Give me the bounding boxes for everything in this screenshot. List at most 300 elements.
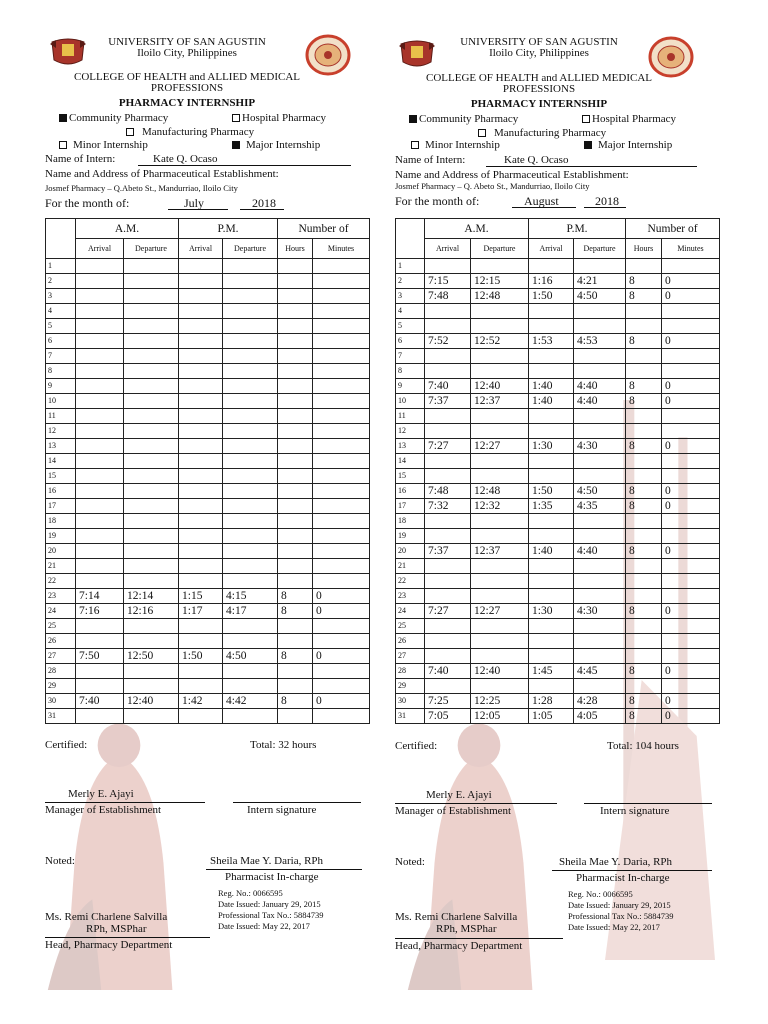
pm-arrival-cell[interactable] xyxy=(179,499,223,514)
minutes-cell[interactable] xyxy=(662,349,720,364)
minutes-cell[interactable] xyxy=(662,409,720,424)
pm-departure-cell[interactable] xyxy=(223,499,278,514)
am-departure-cell[interactable]: 12:40 xyxy=(124,694,179,709)
pm-arrival-cell[interactable]: 1:42 xyxy=(179,694,223,709)
hours-cell[interactable]: 8 xyxy=(278,694,313,709)
pm-departure-cell[interactable] xyxy=(223,529,278,544)
am-arrival-cell[interactable]: 7:27 xyxy=(425,604,471,619)
minutes-cell[interactable] xyxy=(313,454,370,469)
am-arrival-cell[interactable] xyxy=(425,589,471,604)
hours-cell[interactable] xyxy=(278,529,313,544)
pm-arrival-cell[interactable] xyxy=(529,304,574,319)
option-minor[interactable]: Minor Internship xyxy=(411,139,500,151)
hours-cell[interactable] xyxy=(626,559,662,574)
pm-departure-cell[interactable]: 4:05 xyxy=(574,709,626,724)
minutes-cell[interactable] xyxy=(313,349,370,364)
pm-departure-cell[interactable]: 4:40 xyxy=(574,379,626,394)
checkbox-minor[interactable] xyxy=(411,141,419,149)
minutes-cell[interactable]: 0 xyxy=(662,439,720,454)
hours-cell[interactable] xyxy=(626,649,662,664)
minutes-cell[interactable] xyxy=(662,469,720,484)
pm-arrival-cell[interactable] xyxy=(179,409,223,424)
pm-arrival-cell[interactable] xyxy=(529,319,574,334)
pm-arrival-cell[interactable] xyxy=(179,439,223,454)
option-manufacturing[interactable]: Manufacturing Pharmacy xyxy=(126,126,254,138)
hours-cell[interactable] xyxy=(278,484,313,499)
am-departure-cell[interactable] xyxy=(471,469,529,484)
minutes-cell[interactable]: 0 xyxy=(662,664,720,679)
pm-arrival-cell[interactable]: 1:35 xyxy=(529,499,574,514)
pm-arrival-cell[interactable] xyxy=(529,574,574,589)
am-departure-cell[interactable] xyxy=(471,529,529,544)
pm-departure-cell[interactable]: 4:21 xyxy=(574,274,626,289)
am-arrival-cell[interactable] xyxy=(425,454,471,469)
minutes-cell[interactable]: 0 xyxy=(662,544,720,559)
pm-arrival-cell[interactable] xyxy=(179,469,223,484)
pharmacist-signature-line[interactable] xyxy=(552,870,712,871)
hours-cell[interactable]: 8 xyxy=(626,499,662,514)
pm-departure-cell[interactable] xyxy=(574,424,626,439)
am-departure-cell[interactable] xyxy=(471,514,529,529)
pm-arrival-cell[interactable] xyxy=(179,679,223,694)
am-arrival-cell[interactable] xyxy=(76,304,124,319)
pm-arrival-cell[interactable] xyxy=(179,619,223,634)
am-arrival-cell[interactable] xyxy=(425,574,471,589)
hours-cell[interactable]: 8 xyxy=(626,394,662,409)
am-departure-cell[interactable]: 12:50 xyxy=(124,649,179,664)
am-arrival-cell[interactable] xyxy=(76,559,124,574)
pm-departure-cell[interactable]: 4:17 xyxy=(223,604,278,619)
am-arrival-cell[interactable] xyxy=(425,619,471,634)
am-arrival-cell[interactable] xyxy=(76,379,124,394)
pm-arrival-cell[interactable] xyxy=(179,574,223,589)
pm-departure-cell[interactable] xyxy=(223,454,278,469)
hours-cell[interactable] xyxy=(278,454,313,469)
hours-cell[interactable]: 8 xyxy=(626,604,662,619)
pm-departure-cell[interactable] xyxy=(574,349,626,364)
hours-cell[interactable] xyxy=(278,634,313,649)
pm-departure-cell[interactable] xyxy=(223,679,278,694)
option-major[interactable]: Major Internship xyxy=(584,139,672,151)
option-hospital[interactable]: Hospital Pharmacy xyxy=(232,112,326,124)
minutes-cell[interactable] xyxy=(662,559,720,574)
option-community[interactable]: Community Pharmacy xyxy=(59,112,168,124)
pm-arrival-cell[interactable] xyxy=(179,334,223,349)
am-departure-cell[interactable] xyxy=(124,574,179,589)
hours-cell[interactable] xyxy=(278,574,313,589)
pm-departure-cell[interactable]: 4:30 xyxy=(574,439,626,454)
pm-departure-cell[interactable] xyxy=(574,259,626,274)
am-arrival-cell[interactable]: 7:40 xyxy=(76,694,124,709)
am-arrival-cell[interactable]: 7:05 xyxy=(425,709,471,724)
am-departure-cell[interactable] xyxy=(124,364,179,379)
pm-arrival-cell[interactable] xyxy=(529,349,574,364)
pm-arrival-cell[interactable] xyxy=(529,589,574,604)
minutes-cell[interactable] xyxy=(313,679,370,694)
am-arrival-cell[interactable] xyxy=(76,439,124,454)
am-departure-cell[interactable] xyxy=(471,349,529,364)
pm-arrival-cell[interactable]: 1:40 xyxy=(529,544,574,559)
minutes-cell[interactable] xyxy=(662,424,720,439)
am-arrival-cell[interactable] xyxy=(425,409,471,424)
pm-departure-cell[interactable] xyxy=(574,454,626,469)
pm-arrival-cell[interactable] xyxy=(179,259,223,274)
pm-arrival-cell[interactable] xyxy=(529,469,574,484)
am-arrival-cell[interactable] xyxy=(76,259,124,274)
minutes-cell[interactable]: 0 xyxy=(662,289,720,304)
hours-cell[interactable] xyxy=(626,259,662,274)
pm-arrival-cell[interactable] xyxy=(529,409,574,424)
hours-cell[interactable] xyxy=(626,619,662,634)
am-departure-cell[interactable] xyxy=(124,409,179,424)
minutes-cell[interactable] xyxy=(662,364,720,379)
am-departure-cell[interactable] xyxy=(124,529,179,544)
hours-cell[interactable] xyxy=(626,364,662,379)
minutes-cell[interactable] xyxy=(662,634,720,649)
hours-cell[interactable]: 8 xyxy=(626,694,662,709)
am-arrival-cell[interactable] xyxy=(76,409,124,424)
pm-departure-cell[interactable] xyxy=(574,559,626,574)
minutes-cell[interactable]: 0 xyxy=(662,604,720,619)
am-departure-cell[interactable] xyxy=(471,319,529,334)
minutes-cell[interactable]: 0 xyxy=(662,394,720,409)
checkbox-community[interactable] xyxy=(409,115,417,123)
am-arrival-cell[interactable] xyxy=(425,679,471,694)
checkbox-hospital[interactable] xyxy=(232,114,240,122)
pm-arrival-cell[interactable]: 1:50 xyxy=(529,289,574,304)
pm-departure-cell[interactable] xyxy=(223,424,278,439)
pm-arrival-cell[interactable] xyxy=(179,379,223,394)
hours-cell[interactable] xyxy=(278,259,313,274)
checkbox-minor[interactable] xyxy=(59,141,67,149)
pm-arrival-cell[interactable] xyxy=(179,484,223,499)
minutes-cell[interactable] xyxy=(313,394,370,409)
minutes-cell[interactable] xyxy=(662,589,720,604)
pm-arrival-cell[interactable] xyxy=(529,424,574,439)
am-arrival-cell[interactable] xyxy=(425,304,471,319)
am-departure-cell[interactable] xyxy=(124,439,179,454)
am-arrival-cell[interactable] xyxy=(425,634,471,649)
option-community[interactable]: Community Pharmacy xyxy=(409,113,518,125)
am-departure-cell[interactable] xyxy=(124,619,179,634)
hours-cell[interactable] xyxy=(278,679,313,694)
am-departure-cell[interactable]: 12:27 xyxy=(471,439,529,454)
pm-departure-cell[interactable] xyxy=(574,364,626,379)
pm-arrival-cell[interactable]: 1:45 xyxy=(529,664,574,679)
am-departure-cell[interactable]: 12:48 xyxy=(471,484,529,499)
pm-departure-cell[interactable]: 4:53 xyxy=(574,334,626,349)
hours-cell[interactable] xyxy=(278,409,313,424)
am-departure-cell[interactable] xyxy=(124,379,179,394)
checkbox-community[interactable] xyxy=(59,114,67,122)
pm-departure-cell[interactable] xyxy=(223,709,278,724)
pm-departure-cell[interactable] xyxy=(574,589,626,604)
am-departure-cell[interactable] xyxy=(124,469,179,484)
pm-departure-cell[interactable] xyxy=(223,664,278,679)
am-departure-cell[interactable] xyxy=(124,259,179,274)
am-arrival-cell[interactable] xyxy=(76,274,124,289)
pm-arrival-cell[interactable] xyxy=(529,634,574,649)
pm-departure-cell[interactable] xyxy=(223,634,278,649)
pm-departure-cell[interactable]: 4:35 xyxy=(574,499,626,514)
pm-arrival-cell[interactable] xyxy=(179,664,223,679)
hours-cell[interactable] xyxy=(626,574,662,589)
minutes-cell[interactable] xyxy=(313,469,370,484)
checkbox-major[interactable] xyxy=(584,141,592,149)
hours-cell[interactable] xyxy=(626,319,662,334)
hours-cell[interactable]: 8 xyxy=(626,274,662,289)
am-departure-cell[interactable] xyxy=(471,454,529,469)
am-arrival-cell[interactable] xyxy=(76,574,124,589)
pm-departure-cell[interactable]: 4:28 xyxy=(574,694,626,709)
pm-departure-cell[interactable] xyxy=(223,619,278,634)
am-departure-cell[interactable] xyxy=(124,544,179,559)
pm-arrival-cell[interactable] xyxy=(529,454,574,469)
minutes-cell[interactable] xyxy=(313,439,370,454)
am-arrival-cell[interactable] xyxy=(76,529,124,544)
hours-cell[interactable]: 8 xyxy=(626,664,662,679)
hours-cell[interactable] xyxy=(626,409,662,424)
am-departure-cell[interactable] xyxy=(124,559,179,574)
pm-departure-cell[interactable]: 4:30 xyxy=(574,604,626,619)
pm-arrival-cell[interactable]: 1:15 xyxy=(179,589,223,604)
am-arrival-cell[interactable]: 7:48 xyxy=(425,289,471,304)
pm-departure-cell[interactable]: 4:15 xyxy=(223,589,278,604)
manager-signature-line[interactable] xyxy=(45,802,205,803)
am-departure-cell[interactable] xyxy=(471,409,529,424)
pm-arrival-cell[interactable] xyxy=(179,634,223,649)
hours-cell[interactable] xyxy=(278,379,313,394)
minutes-cell[interactable] xyxy=(662,454,720,469)
pm-departure-cell[interactable] xyxy=(223,439,278,454)
hours-cell[interactable] xyxy=(278,709,313,724)
am-departure-cell[interactable] xyxy=(471,559,529,574)
head-signature-line[interactable] xyxy=(395,938,563,939)
am-arrival-cell[interactable]: 7:50 xyxy=(76,649,124,664)
pm-arrival-cell[interactable] xyxy=(179,304,223,319)
am-arrival-cell[interactable] xyxy=(76,469,124,484)
am-arrival-cell[interactable]: 7:48 xyxy=(425,484,471,499)
hours-cell[interactable] xyxy=(278,334,313,349)
pm-arrival-cell[interactable]: 1:16 xyxy=(529,274,574,289)
pm-arrival-cell[interactable]: 1:05 xyxy=(529,709,574,724)
minutes-cell[interactable] xyxy=(313,259,370,274)
am-departure-cell[interactable] xyxy=(471,589,529,604)
pm-arrival-cell[interactable]: 1:50 xyxy=(179,649,223,664)
am-departure-cell[interactable]: 12:14 xyxy=(124,589,179,604)
hours-cell[interactable]: 8 xyxy=(278,649,313,664)
minutes-cell[interactable]: 0 xyxy=(662,379,720,394)
hours-cell[interactable] xyxy=(626,304,662,319)
am-departure-cell[interactable] xyxy=(124,514,179,529)
minutes-cell[interactable]: 0 xyxy=(313,649,370,664)
am-arrival-cell[interactable] xyxy=(425,469,471,484)
am-arrival-cell[interactable]: 7:52 xyxy=(425,334,471,349)
am-arrival-cell[interactable] xyxy=(76,394,124,409)
pm-departure-cell[interactable] xyxy=(223,349,278,364)
am-departure-cell[interactable] xyxy=(124,664,179,679)
am-arrival-cell[interactable] xyxy=(425,424,471,439)
am-arrival-cell[interactable]: 7:40 xyxy=(425,664,471,679)
am-arrival-cell[interactable] xyxy=(425,319,471,334)
am-arrival-cell[interactable]: 7:15 xyxy=(425,274,471,289)
am-departure-cell[interactable]: 12:25 xyxy=(471,694,529,709)
am-departure-cell[interactable]: 12:52 xyxy=(471,334,529,349)
pm-departure-cell[interactable] xyxy=(574,529,626,544)
am-departure-cell[interactable] xyxy=(471,574,529,589)
pm-arrival-cell[interactable] xyxy=(179,349,223,364)
pm-departure-cell[interactable] xyxy=(223,484,278,499)
hours-cell[interactable] xyxy=(278,394,313,409)
am-departure-cell[interactable]: 12:37 xyxy=(471,544,529,559)
intern-signature-line[interactable] xyxy=(233,802,361,803)
hours-cell[interactable]: 8 xyxy=(626,334,662,349)
pm-departure-cell[interactable] xyxy=(223,544,278,559)
minutes-cell[interactable] xyxy=(313,289,370,304)
minutes-cell[interactable] xyxy=(313,364,370,379)
am-departure-cell[interactable] xyxy=(471,364,529,379)
am-arrival-cell[interactable] xyxy=(76,424,124,439)
am-departure-cell[interactable] xyxy=(124,394,179,409)
am-arrival-cell[interactable] xyxy=(76,514,124,529)
pm-arrival-cell[interactable] xyxy=(179,319,223,334)
minutes-cell[interactable] xyxy=(662,619,720,634)
pm-arrival-cell[interactable] xyxy=(529,514,574,529)
am-arrival-cell[interactable] xyxy=(425,259,471,274)
am-departure-cell[interactable]: 12:05 xyxy=(471,709,529,724)
minutes-cell[interactable] xyxy=(313,544,370,559)
pm-departure-cell[interactable] xyxy=(223,409,278,424)
am-departure-cell[interactable] xyxy=(124,349,179,364)
minutes-cell[interactable] xyxy=(662,259,720,274)
am-departure-cell[interactable] xyxy=(124,484,179,499)
pm-arrival-cell[interactable]: 1:28 xyxy=(529,694,574,709)
am-departure-cell[interactable]: 12:16 xyxy=(124,604,179,619)
minutes-cell[interactable]: 0 xyxy=(313,589,370,604)
am-departure-cell[interactable] xyxy=(124,454,179,469)
hours-cell[interactable] xyxy=(626,469,662,484)
hours-cell[interactable] xyxy=(626,349,662,364)
pm-arrival-cell[interactable] xyxy=(179,289,223,304)
pm-departure-cell[interactable] xyxy=(574,634,626,649)
minutes-cell[interactable] xyxy=(313,709,370,724)
pm-departure-cell[interactable] xyxy=(574,409,626,424)
am-arrival-cell[interactable] xyxy=(76,484,124,499)
pm-departure-cell[interactable] xyxy=(223,574,278,589)
hours-cell[interactable]: 8 xyxy=(626,544,662,559)
minutes-cell[interactable] xyxy=(313,484,370,499)
am-departure-cell[interactable] xyxy=(124,304,179,319)
minutes-cell[interactable] xyxy=(662,319,720,334)
am-arrival-cell[interactable] xyxy=(76,289,124,304)
hours-cell[interactable]: 8 xyxy=(626,439,662,454)
pm-arrival-cell[interactable]: 1:30 xyxy=(529,604,574,619)
minutes-cell[interactable] xyxy=(313,499,370,514)
am-arrival-cell[interactable]: 7:14 xyxy=(76,589,124,604)
minutes-cell[interactable]: 0 xyxy=(662,334,720,349)
am-departure-cell[interactable] xyxy=(124,334,179,349)
minutes-cell[interactable] xyxy=(662,514,720,529)
pm-departure-cell[interactable]: 4:50 xyxy=(574,484,626,499)
minutes-cell[interactable] xyxy=(313,574,370,589)
am-departure-cell[interactable] xyxy=(124,499,179,514)
pm-arrival-cell[interactable]: 1:53 xyxy=(529,334,574,349)
am-arrival-cell[interactable] xyxy=(425,559,471,574)
am-departure-cell[interactable]: 12:27 xyxy=(471,604,529,619)
pm-arrival-cell[interactable] xyxy=(179,529,223,544)
minutes-cell[interactable]: 0 xyxy=(662,484,720,499)
pm-arrival-cell[interactable] xyxy=(529,679,574,694)
checkbox-major[interactable] xyxy=(232,141,240,149)
minutes-cell[interactable] xyxy=(662,649,720,664)
hours-cell[interactable]: 8 xyxy=(278,589,313,604)
hours-cell[interactable] xyxy=(626,634,662,649)
pm-departure-cell[interactable] xyxy=(223,259,278,274)
hours-cell[interactable] xyxy=(278,424,313,439)
hours-cell[interactable] xyxy=(278,349,313,364)
pm-arrival-cell[interactable] xyxy=(529,649,574,664)
am-arrival-cell[interactable]: 7:25 xyxy=(425,694,471,709)
am-arrival-cell[interactable]: 7:40 xyxy=(425,379,471,394)
hours-cell[interactable] xyxy=(626,454,662,469)
am-arrival-cell[interactable] xyxy=(76,349,124,364)
hours-cell[interactable] xyxy=(278,289,313,304)
am-arrival-cell[interactable] xyxy=(76,634,124,649)
option-hospital[interactable]: Hospital Pharmacy xyxy=(582,113,676,125)
minutes-cell[interactable]: 0 xyxy=(313,604,370,619)
pm-arrival-cell[interactable] xyxy=(529,259,574,274)
minutes-cell[interactable] xyxy=(313,664,370,679)
pm-departure-cell[interactable] xyxy=(223,559,278,574)
am-arrival-cell[interactable] xyxy=(76,709,124,724)
pm-arrival-cell[interactable] xyxy=(179,394,223,409)
hours-cell[interactable] xyxy=(626,589,662,604)
checkbox-manufacturing[interactable] xyxy=(126,128,134,136)
am-arrival-cell[interactable] xyxy=(76,544,124,559)
am-arrival-cell[interactable] xyxy=(425,364,471,379)
am-arrival-cell[interactable]: 7:27 xyxy=(425,439,471,454)
am-departure-cell[interactable] xyxy=(471,649,529,664)
pm-departure-cell[interactable] xyxy=(574,514,626,529)
hours-cell[interactable]: 8 xyxy=(626,289,662,304)
minutes-cell[interactable] xyxy=(313,409,370,424)
pm-departure-cell[interactable]: 4:42 xyxy=(223,694,278,709)
pm-departure-cell[interactable] xyxy=(223,304,278,319)
option-manufacturing[interactable]: Manufacturing Pharmacy xyxy=(478,127,606,139)
pm-departure-cell[interactable] xyxy=(574,619,626,634)
am-departure-cell[interactable] xyxy=(471,619,529,634)
minutes-cell[interactable] xyxy=(662,304,720,319)
am-departure-cell[interactable] xyxy=(471,304,529,319)
pm-departure-cell[interactable]: 4:40 xyxy=(574,394,626,409)
am-departure-cell[interactable] xyxy=(471,634,529,649)
pm-departure-cell[interactable] xyxy=(223,394,278,409)
am-arrival-cell[interactable] xyxy=(76,454,124,469)
hours-cell[interactable] xyxy=(278,469,313,484)
pm-departure-cell[interactable] xyxy=(574,574,626,589)
checkbox-hospital[interactable] xyxy=(582,115,590,123)
pm-departure-cell[interactable]: 4:50 xyxy=(574,289,626,304)
pm-departure-cell[interactable] xyxy=(223,514,278,529)
am-arrival-cell[interactable] xyxy=(76,664,124,679)
hours-cell[interactable] xyxy=(278,664,313,679)
hours-cell[interactable] xyxy=(626,529,662,544)
am-arrival-cell[interactable] xyxy=(425,349,471,364)
minutes-cell[interactable] xyxy=(313,379,370,394)
pm-departure-cell[interactable] xyxy=(223,334,278,349)
pm-departure-cell[interactable] xyxy=(574,469,626,484)
pm-departure-cell[interactable] xyxy=(574,649,626,664)
